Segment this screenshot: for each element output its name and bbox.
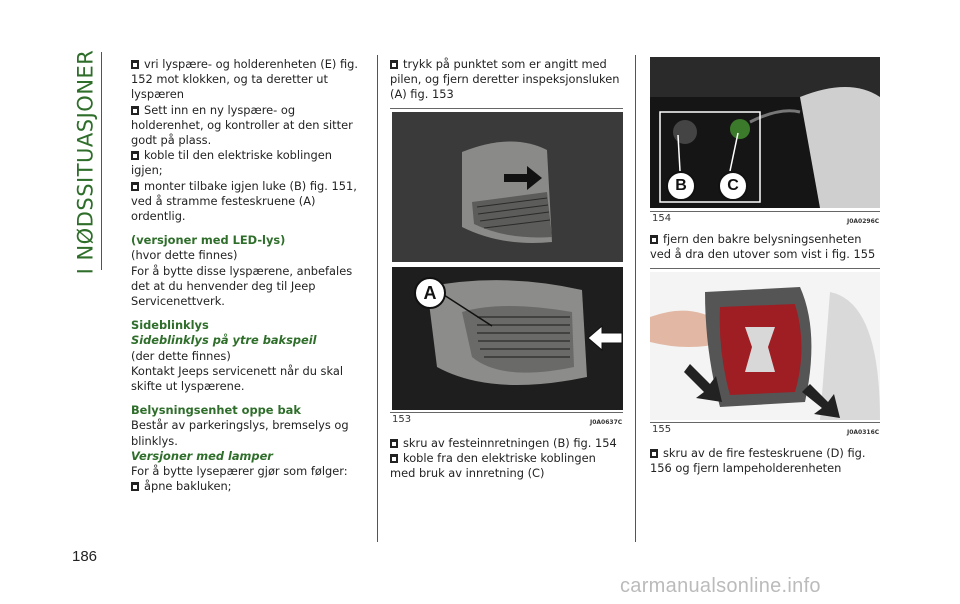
watermark: carmanualsonline.info — [620, 575, 821, 597]
figure-153-image — [392, 112, 623, 410]
step-item: åpne bakluken; — [131, 479, 363, 494]
checkbox-bullet-icon — [131, 182, 139, 191]
checkbox-bullet-icon — [131, 60, 139, 69]
checkbox-bullet-icon — [131, 106, 139, 115]
figure-155-image — [650, 272, 880, 420]
step-item: vri lyspære- og holderenheten (E) fig. 152 mot klokken, og ta deretter ut lyspæren — [131, 57, 358, 102]
paragraph: Består av parkeringslys, bremselys og blinklys. — [131, 418, 349, 448]
step-item: fjern den bakre belysningsenheten ved å dra den utover som vist i fig. 155 — [650, 232, 876, 262]
step-item: monter tilbake igjen luke (B) fig. 151, ved å stramme festeskruene (A) ordentlig. — [131, 178, 357, 224]
step-item: koble til den elektriske koblingen igjen; — [131, 148, 332, 178]
figure-code: J0A0637C — [590, 419, 623, 426]
subheading-mirror-indicators: Sideblinklys på ytre bakspeil — [131, 333, 317, 348]
checkbox-bullet-icon — [650, 235, 658, 244]
paragraph: (hvor dette finnes) — [131, 248, 238, 263]
heading-rear-light-unit: Belysningsenhet oppe bak — [131, 403, 301, 418]
figure-code: J0A0296C — [847, 218, 880, 225]
paragraph: For å bytte disse lyspærene, anbefales det at du henvender deg til Jeep Servicenettverk. — [131, 263, 353, 309]
figure-number: 154 — [652, 213, 672, 224]
text-column-3-lower — [650, 446, 882, 476]
figure-code: J0A0316C — [847, 429, 880, 436]
figure-number: 153 — [392, 414, 412, 425]
figure-bottom-rule — [650, 422, 880, 423]
figure-top-rule — [390, 108, 623, 109]
text-column-2 — [390, 57, 622, 103]
section-title-rule — [101, 52, 102, 270]
text-column-3 — [650, 232, 882, 262]
checkbox-bullet-icon — [390, 454, 398, 463]
checkbox-bullet-icon — [390, 439, 398, 448]
step-item: trykk på punktet som er angitt med pilen, og fjern deretter inspeksjonsluken (A) fig. 153 — [390, 57, 620, 102]
step-item: koble fra den elektriske koblingen med bruk av innretning (C) — [390, 451, 596, 481]
paragraph: Kontakt Jeeps servicenett når du skal skifte ut lyspærene. — [131, 363, 344, 394]
figure-bottom-rule — [390, 412, 623, 413]
checkbox-bullet-icon — [131, 151, 139, 160]
step-item: Sett inn en ny lyspære- og holderenhet, og kontroller at den sitter godt på plass. — [131, 102, 353, 148]
checkbox-bullet-icon — [390, 60, 398, 69]
step-item: skru av festeinnretningen (B) fig. 154 — [390, 436, 622, 451]
figure-154-image — [650, 57, 880, 208]
callout-label-c: C — [718, 171, 748, 201]
column-divider — [377, 55, 378, 542]
text-column-1 — [131, 57, 363, 494]
column-divider — [635, 55, 636, 542]
figure-bottom-rule — [650, 211, 880, 212]
page-number: 186 — [72, 548, 98, 565]
subheading-lamp-versions: Versjoner med lamper — [131, 448, 273, 463]
section-title-text: I NØDSSITUASJONER — [73, 49, 98, 275]
figure-number: 155 — [652, 424, 672, 435]
text-column-2-lower — [390, 436, 622, 482]
heading-side-indicators: Sideblinklys — [131, 318, 209, 333]
paragraph: For å bytte lysepærer gjør som følger: — [131, 464, 348, 479]
callout-label-a: A — [414, 277, 446, 309]
callout-label-b: B — [666, 171, 696, 201]
checkbox-bullet-icon — [650, 449, 658, 458]
step-item: skru av de fire festeskruene (D) fig. 156 og fjern lampeholderenheten — [650, 446, 866, 476]
section-title-vertical — [72, 49, 98, 275]
checkbox-bullet-icon — [131, 482, 139, 491]
figure-top-rule — [650, 268, 880, 269]
heading-led-versions: (versjoner med LED-lys) — [131, 233, 286, 248]
paragraph: (der dette finnes) — [131, 348, 231, 363]
